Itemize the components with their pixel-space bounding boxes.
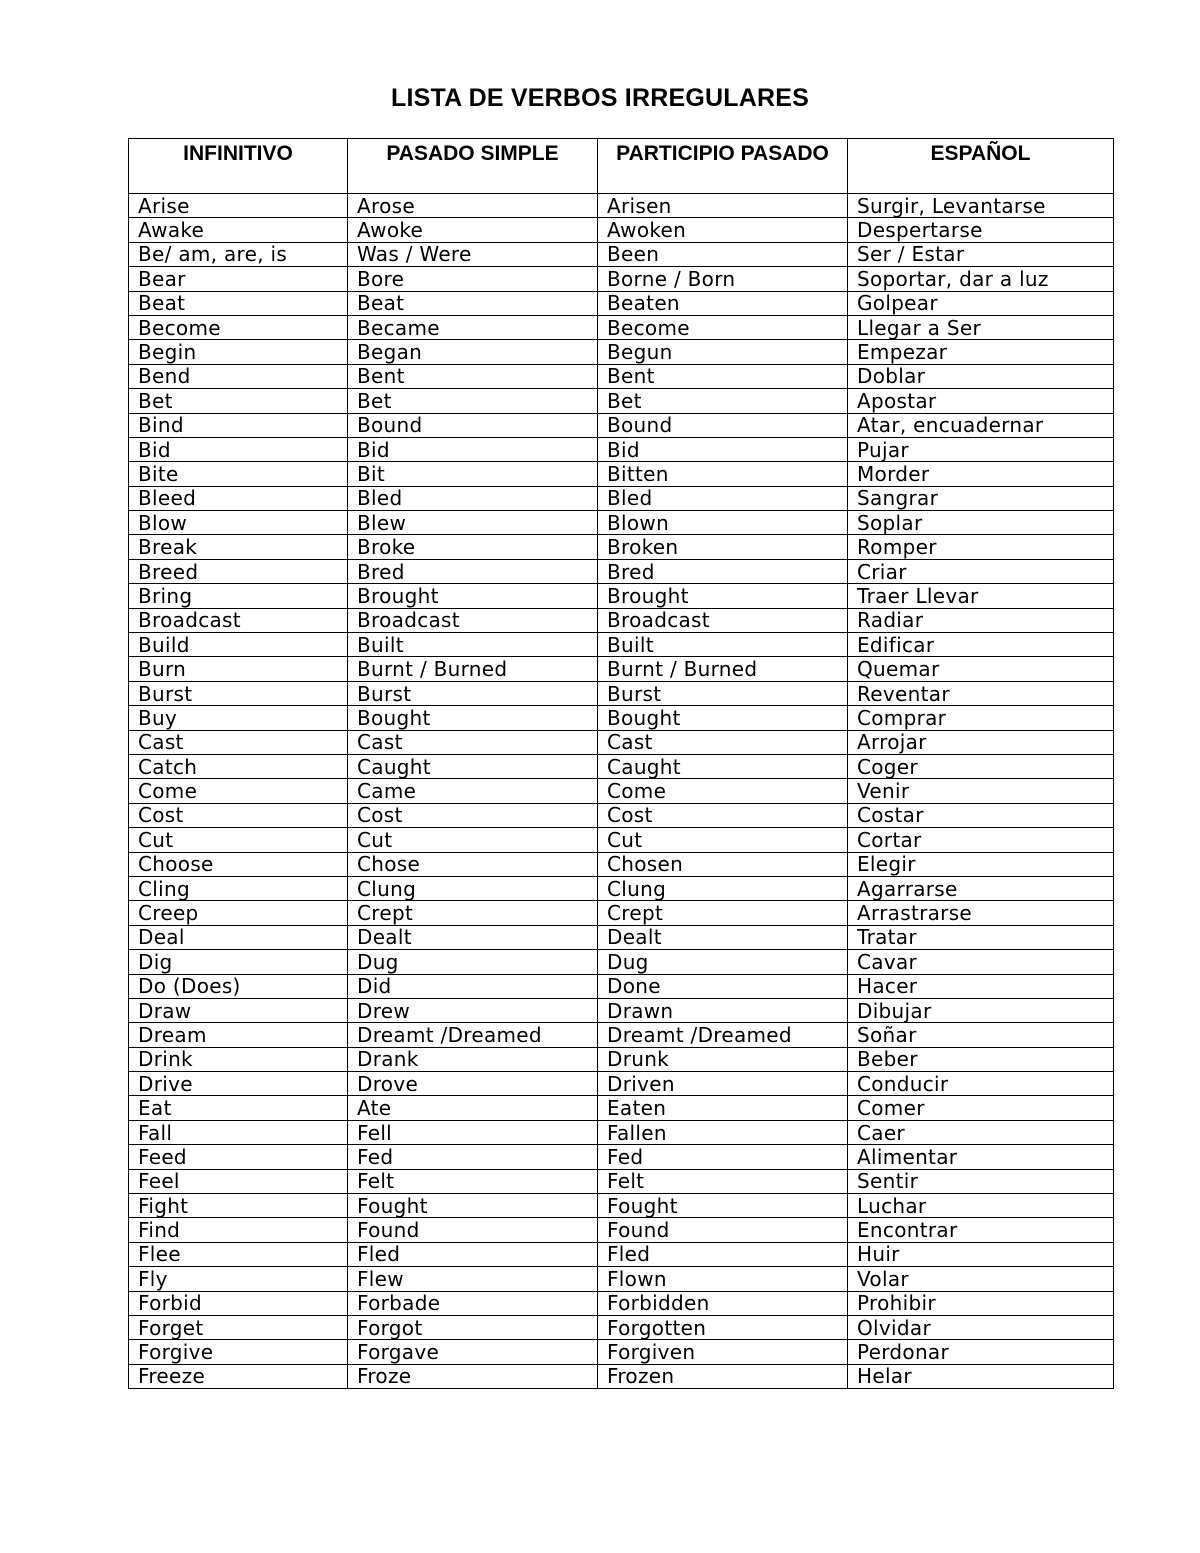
pasado-simple-cell: Broke bbox=[348, 535, 598, 559]
espanol-cell: Despertarse bbox=[848, 218, 1114, 242]
pasado-simple-cell: Dug bbox=[348, 950, 598, 974]
espanol-cell: Ser / Estar bbox=[848, 242, 1114, 266]
pasado-simple-cell: Fought bbox=[348, 1194, 598, 1218]
espanol-cell: Golpear bbox=[848, 291, 1114, 315]
pasado-simple-cell: Drew bbox=[348, 998, 598, 1022]
pasado-simple-cell: Cut bbox=[348, 828, 598, 852]
infinitivo-cell: Fly bbox=[129, 1267, 348, 1291]
table-row bbox=[129, 974, 1114, 998]
infinitivo-cell: Eat bbox=[129, 1096, 348, 1120]
table-row bbox=[129, 730, 1114, 754]
participio-pasado-cell: Frozen bbox=[598, 1364, 848, 1388]
irregular-verbs-table bbox=[128, 138, 1114, 1389]
table-row bbox=[129, 1194, 1114, 1218]
participio-pasado-cell: Become bbox=[598, 315, 848, 339]
infinitivo-cell: Burn bbox=[129, 657, 348, 681]
table-row bbox=[129, 1023, 1114, 1047]
espanol-cell: Cortar bbox=[848, 828, 1114, 852]
espanol-cell: Hacer bbox=[848, 974, 1114, 998]
espanol-cell: Doblar bbox=[848, 364, 1114, 388]
participio-pasado-cell: Cost bbox=[598, 803, 848, 827]
infinitivo-cell: Deal bbox=[129, 925, 348, 949]
table-body bbox=[129, 194, 1114, 1389]
participio-pasado-cell: Dreamt /Dreamed bbox=[598, 1023, 848, 1047]
pasado-simple-cell: Did bbox=[348, 974, 598, 998]
pasado-simple-cell: Cost bbox=[348, 803, 598, 827]
participio-pasado-cell: Felt bbox=[598, 1169, 848, 1193]
pasado-simple-cell: Dealt bbox=[348, 925, 598, 949]
participio-pasado-cell: Fled bbox=[598, 1242, 848, 1266]
espanol-cell: Tratar bbox=[848, 925, 1114, 949]
infinitivo-cell: Drink bbox=[129, 1047, 348, 1071]
infinitivo-cell: Buy bbox=[129, 706, 348, 730]
infinitivo-cell: Cut bbox=[129, 828, 348, 852]
infinitivo-cell: Creep bbox=[129, 901, 348, 925]
header-participio-pasado: PARTICIPIO PASADO bbox=[598, 139, 848, 194]
table-row bbox=[129, 803, 1114, 827]
pasado-simple-cell: Fell bbox=[348, 1120, 598, 1144]
espanol-cell: Empezar bbox=[848, 340, 1114, 364]
espanol-cell: Luchar bbox=[848, 1194, 1114, 1218]
participio-pasado-cell: Bled bbox=[598, 486, 848, 510]
infinitivo-cell: Cling bbox=[129, 876, 348, 900]
infinitivo-cell: Feed bbox=[129, 1145, 348, 1169]
espanol-cell: Reventar bbox=[848, 681, 1114, 705]
participio-pasado-cell: Forgotten bbox=[598, 1315, 848, 1339]
pasado-simple-cell: Was / Were bbox=[348, 242, 598, 266]
pasado-simple-cell: Broadcast bbox=[348, 608, 598, 632]
table-row bbox=[129, 657, 1114, 681]
participio-pasado-cell: Burnt / Burned bbox=[598, 657, 848, 681]
infinitivo-cell: Find bbox=[129, 1218, 348, 1242]
espanol-cell: Quemar bbox=[848, 657, 1114, 681]
table-row bbox=[129, 584, 1114, 608]
espanol-cell: Olvidar bbox=[848, 1315, 1114, 1339]
infinitivo-cell: Forbid bbox=[129, 1291, 348, 1315]
pasado-simple-cell: Bent bbox=[348, 364, 598, 388]
participio-pasado-cell: Bitten bbox=[598, 462, 848, 486]
participio-pasado-cell: Brought bbox=[598, 584, 848, 608]
header-pasado-simple: PASADO SIMPLE bbox=[348, 139, 598, 194]
infinitivo-cell: Breed bbox=[129, 559, 348, 583]
infinitivo-cell: Freeze bbox=[129, 1364, 348, 1388]
espanol-cell: Prohibir bbox=[848, 1291, 1114, 1315]
infinitivo-cell: Choose bbox=[129, 852, 348, 876]
espanol-cell: Encontrar bbox=[848, 1218, 1114, 1242]
participio-pasado-cell: Beaten bbox=[598, 291, 848, 315]
pasado-simple-cell: Arose bbox=[348, 194, 598, 218]
participio-pasado-cell: Broadcast bbox=[598, 608, 848, 632]
pasado-simple-cell: Forbade bbox=[348, 1291, 598, 1315]
infinitivo-cell: Drive bbox=[129, 1072, 348, 1096]
infinitivo-cell: Feel bbox=[129, 1169, 348, 1193]
table-row bbox=[129, 1120, 1114, 1144]
table-row bbox=[129, 706, 1114, 730]
table-row bbox=[129, 291, 1114, 315]
infinitivo-cell: Bear bbox=[129, 267, 348, 291]
pasado-simple-cell: Flew bbox=[348, 1267, 598, 1291]
page-title: LISTA DE VERBOS IRREGULARES bbox=[391, 84, 809, 112]
infinitivo-cell: Burst bbox=[129, 681, 348, 705]
table-row bbox=[129, 267, 1114, 291]
pasado-simple-cell: Drank bbox=[348, 1047, 598, 1071]
espanol-cell: Comer bbox=[848, 1096, 1114, 1120]
pasado-simple-cell: Bore bbox=[348, 267, 598, 291]
participio-pasado-cell: Bet bbox=[598, 389, 848, 413]
espanol-cell: Agarrarse bbox=[848, 876, 1114, 900]
espanol-cell: Dibujar bbox=[848, 998, 1114, 1022]
espanol-cell: Romper bbox=[848, 535, 1114, 559]
table-row bbox=[129, 511, 1114, 535]
participio-pasado-cell: Crept bbox=[598, 901, 848, 925]
espanol-cell: Atar, encuadernar bbox=[848, 413, 1114, 437]
participio-pasado-cell: Fallen bbox=[598, 1120, 848, 1144]
participio-pasado-cell: Drawn bbox=[598, 998, 848, 1022]
pasado-simple-cell: Bet bbox=[348, 389, 598, 413]
table-row bbox=[129, 1169, 1114, 1193]
infinitivo-cell: Beat bbox=[129, 291, 348, 315]
espanol-cell: Soportar, dar a luz bbox=[848, 267, 1114, 291]
table-row bbox=[129, 1072, 1114, 1096]
table-row bbox=[129, 852, 1114, 876]
pasado-simple-cell: Blew bbox=[348, 511, 598, 535]
espanol-cell: Conducir bbox=[848, 1072, 1114, 1096]
pasado-simple-cell: Awoke bbox=[348, 218, 598, 242]
infinitivo-cell: Cast bbox=[129, 730, 348, 754]
pasado-simple-cell: Became bbox=[348, 315, 598, 339]
infinitivo-cell: Cost bbox=[129, 803, 348, 827]
table-row bbox=[129, 876, 1114, 900]
table-row bbox=[129, 1291, 1114, 1315]
participio-pasado-cell: Been bbox=[598, 242, 848, 266]
infinitivo-cell: Bind bbox=[129, 413, 348, 437]
table-row bbox=[129, 535, 1114, 559]
infinitivo-cell: Bend bbox=[129, 364, 348, 388]
pasado-simple-cell: Beat bbox=[348, 291, 598, 315]
pasado-simple-cell: Began bbox=[348, 340, 598, 364]
infinitivo-cell: Blow bbox=[129, 511, 348, 535]
participio-pasado-cell: Eaten bbox=[598, 1096, 848, 1120]
pasado-simple-cell: Bought bbox=[348, 706, 598, 730]
pasado-simple-cell: Found bbox=[348, 1218, 598, 1242]
pasado-simple-cell: Drove bbox=[348, 1072, 598, 1096]
table-row bbox=[129, 633, 1114, 657]
table-row bbox=[129, 950, 1114, 974]
infinitivo-cell: Bite bbox=[129, 462, 348, 486]
table-row bbox=[129, 340, 1114, 364]
participio-pasado-cell: Broken bbox=[598, 535, 848, 559]
table-row bbox=[129, 1047, 1114, 1071]
table-row bbox=[129, 559, 1114, 583]
participio-pasado-cell: Bought bbox=[598, 706, 848, 730]
infinitivo-cell: Become bbox=[129, 315, 348, 339]
participio-pasado-cell: Forgiven bbox=[598, 1340, 848, 1364]
pasado-simple-cell: Felt bbox=[348, 1169, 598, 1193]
participio-pasado-cell: Done bbox=[598, 974, 848, 998]
espanol-cell: Elegir bbox=[848, 852, 1114, 876]
table-row bbox=[129, 413, 1114, 437]
table-row bbox=[129, 901, 1114, 925]
participio-pasado-cell: Cut bbox=[598, 828, 848, 852]
espanol-cell: Caer bbox=[848, 1120, 1114, 1144]
participio-pasado-cell: Caught bbox=[598, 754, 848, 778]
participio-pasado-cell: Clung bbox=[598, 876, 848, 900]
pasado-simple-cell: Ate bbox=[348, 1096, 598, 1120]
participio-pasado-cell: Awoken bbox=[598, 218, 848, 242]
pasado-simple-cell: Caught bbox=[348, 754, 598, 778]
pasado-simple-cell: Bit bbox=[348, 462, 598, 486]
infinitivo-cell: Broadcast bbox=[129, 608, 348, 632]
participio-pasado-cell: Driven bbox=[598, 1072, 848, 1096]
table-row bbox=[129, 779, 1114, 803]
infinitivo-cell: Break bbox=[129, 535, 348, 559]
infinitivo-cell: Arise bbox=[129, 194, 348, 218]
pasado-simple-cell: Forgave bbox=[348, 1340, 598, 1364]
infinitivo-cell: Bet bbox=[129, 389, 348, 413]
pasado-simple-cell: Built bbox=[348, 633, 598, 657]
espanol-cell: Soñar bbox=[848, 1023, 1114, 1047]
table-row bbox=[129, 1145, 1114, 1169]
participio-pasado-cell: Arisen bbox=[598, 194, 848, 218]
table-row bbox=[129, 315, 1114, 339]
pasado-simple-cell: Burst bbox=[348, 681, 598, 705]
infinitivo-cell: Bleed bbox=[129, 486, 348, 510]
participio-pasado-cell: Borne / Born bbox=[598, 267, 848, 291]
table-row bbox=[129, 364, 1114, 388]
participio-pasado-cell: Flown bbox=[598, 1267, 848, 1291]
espanol-cell: Soplar bbox=[848, 511, 1114, 535]
table-row bbox=[129, 828, 1114, 852]
espanol-cell: Pujar bbox=[848, 437, 1114, 461]
pasado-simple-cell: Fed bbox=[348, 1145, 598, 1169]
table-row bbox=[129, 1364, 1114, 1388]
espanol-cell: Surgir, Levantarse bbox=[848, 194, 1114, 218]
table-row bbox=[129, 754, 1114, 778]
pasado-simple-cell: Froze bbox=[348, 1364, 598, 1388]
espanol-cell: Huir bbox=[848, 1242, 1114, 1266]
espanol-cell: Perdonar bbox=[848, 1340, 1114, 1364]
espanol-cell: Edificar bbox=[848, 633, 1114, 657]
pasado-simple-cell: Clung bbox=[348, 876, 598, 900]
table-row bbox=[129, 1267, 1114, 1291]
table-row bbox=[129, 1096, 1114, 1120]
table-row bbox=[129, 389, 1114, 413]
table-row bbox=[129, 462, 1114, 486]
participio-pasado-cell: Bid bbox=[598, 437, 848, 461]
table-row bbox=[129, 486, 1114, 510]
espanol-cell: Coger bbox=[848, 754, 1114, 778]
pasado-simple-cell: Fled bbox=[348, 1242, 598, 1266]
infinitivo-cell: Come bbox=[129, 779, 348, 803]
espanol-cell: Venir bbox=[848, 779, 1114, 803]
infinitivo-cell: Catch bbox=[129, 754, 348, 778]
infinitivo-cell: Build bbox=[129, 633, 348, 657]
espanol-cell: Sentir bbox=[848, 1169, 1114, 1193]
table-header-row bbox=[129, 139, 1114, 194]
pasado-simple-cell: Burnt / Burned bbox=[348, 657, 598, 681]
participio-pasado-cell: Cast bbox=[598, 730, 848, 754]
espanol-cell: Morder bbox=[848, 462, 1114, 486]
table-row bbox=[129, 1340, 1114, 1364]
espanol-cell: Radiar bbox=[848, 608, 1114, 632]
table-row bbox=[129, 437, 1114, 461]
espanol-cell: Comprar bbox=[848, 706, 1114, 730]
participio-pasado-cell: Bound bbox=[598, 413, 848, 437]
participio-pasado-cell: Dug bbox=[598, 950, 848, 974]
infinitivo-cell: Forgive bbox=[129, 1340, 348, 1364]
infinitivo-cell: Flee bbox=[129, 1242, 348, 1266]
table-row bbox=[129, 681, 1114, 705]
espanol-cell: Helar bbox=[848, 1364, 1114, 1388]
table-row bbox=[129, 1315, 1114, 1339]
infinitivo-cell: Draw bbox=[129, 998, 348, 1022]
pasado-simple-cell: Bid bbox=[348, 437, 598, 461]
espanol-cell: Apostar bbox=[848, 389, 1114, 413]
infinitivo-cell: Dream bbox=[129, 1023, 348, 1047]
pasado-simple-cell: Bred bbox=[348, 559, 598, 583]
participio-pasado-cell: Forbidden bbox=[598, 1291, 848, 1315]
espanol-cell: Costar bbox=[848, 803, 1114, 827]
espanol-cell: Cavar bbox=[848, 950, 1114, 974]
espanol-cell: Llegar a Ser bbox=[848, 315, 1114, 339]
participio-pasado-cell: Drunk bbox=[598, 1047, 848, 1071]
participio-pasado-cell: Chosen bbox=[598, 852, 848, 876]
infinitivo-cell: Bring bbox=[129, 584, 348, 608]
espanol-cell: Beber bbox=[848, 1047, 1114, 1071]
participio-pasado-cell: Begun bbox=[598, 340, 848, 364]
pasado-simple-cell: Forgot bbox=[348, 1315, 598, 1339]
participio-pasado-cell: Burst bbox=[598, 681, 848, 705]
participio-pasado-cell: Bent bbox=[598, 364, 848, 388]
espanol-cell: Sangrar bbox=[848, 486, 1114, 510]
infinitivo-cell: Forget bbox=[129, 1315, 348, 1339]
header-espanol: ESPAÑOL bbox=[848, 139, 1114, 194]
table-row bbox=[129, 608, 1114, 632]
pasado-simple-cell: Bled bbox=[348, 486, 598, 510]
header-infinitivo: INFINITIVO bbox=[129, 139, 348, 194]
espanol-cell: Alimentar bbox=[848, 1145, 1114, 1169]
pasado-simple-cell: Bound bbox=[348, 413, 598, 437]
table-row bbox=[129, 1242, 1114, 1266]
participio-pasado-cell: Bred bbox=[598, 559, 848, 583]
pasado-simple-cell: Cast bbox=[348, 730, 598, 754]
participio-pasado-cell: Fought bbox=[598, 1194, 848, 1218]
table-row bbox=[129, 998, 1114, 1022]
infinitivo-cell: Awake bbox=[129, 218, 348, 242]
espanol-cell: Criar bbox=[848, 559, 1114, 583]
participio-pasado-cell: Found bbox=[598, 1218, 848, 1242]
infinitivo-cell: Fight bbox=[129, 1194, 348, 1218]
pasado-simple-cell: Crept bbox=[348, 901, 598, 925]
participio-pasado-cell: Blown bbox=[598, 511, 848, 535]
table-row bbox=[129, 1218, 1114, 1242]
espanol-cell: Traer Llevar bbox=[848, 584, 1114, 608]
participio-pasado-cell: Dealt bbox=[598, 925, 848, 949]
infinitivo-cell: Be/ am, are, is bbox=[129, 242, 348, 266]
participio-pasado-cell: Fed bbox=[598, 1145, 848, 1169]
table-row bbox=[129, 194, 1114, 218]
pasado-simple-cell: Brought bbox=[348, 584, 598, 608]
participio-pasado-cell: Built bbox=[598, 633, 848, 657]
pasado-simple-cell: Chose bbox=[348, 852, 598, 876]
infinitivo-cell: Do (Does) bbox=[129, 974, 348, 998]
pasado-simple-cell: Came bbox=[348, 779, 598, 803]
infinitivo-cell: Fall bbox=[129, 1120, 348, 1144]
espanol-cell: Arrastrarse bbox=[848, 901, 1114, 925]
infinitivo-cell: Dig bbox=[129, 950, 348, 974]
infinitivo-cell: Bid bbox=[129, 437, 348, 461]
espanol-cell: Arrojar bbox=[848, 730, 1114, 754]
espanol-cell: Volar bbox=[848, 1267, 1114, 1291]
pasado-simple-cell: Dreamt /Dreamed bbox=[348, 1023, 598, 1047]
participio-pasado-cell: Come bbox=[598, 779, 848, 803]
table-row bbox=[129, 242, 1114, 266]
table-row bbox=[129, 218, 1114, 242]
table-row bbox=[129, 925, 1114, 949]
infinitivo-cell: Begin bbox=[129, 340, 348, 364]
